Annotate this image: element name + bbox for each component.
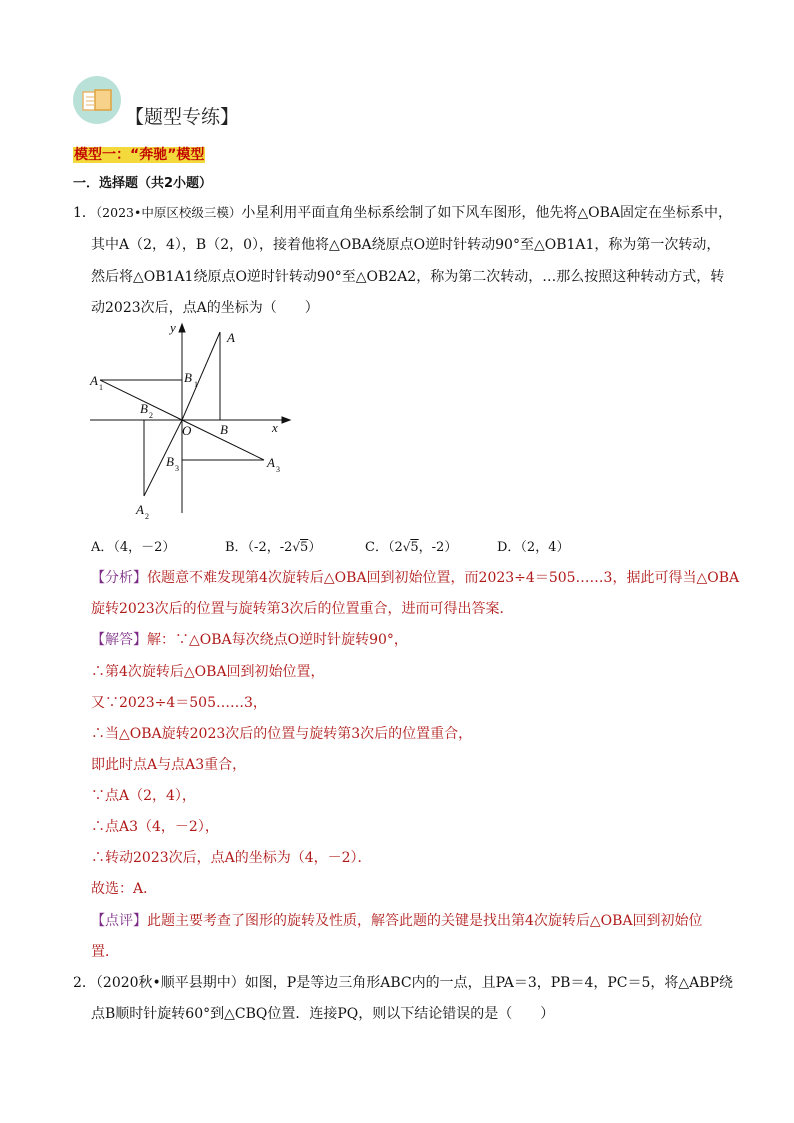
page-title: 【题型专练】 <box>125 106 240 128</box>
analysis-line-2: 旋转2023次后的位置与旋转第3次后的位置重合，进而可得出答案． <box>91 601 514 617</box>
label-b1-sub: 1 <box>194 380 198 389</box>
label-b2: B <box>140 401 148 416</box>
label-a3-sub: 3 <box>276 465 280 474</box>
comment-line-2: 置． <box>91 944 119 960</box>
label-a1: A <box>90 373 98 388</box>
label-b3: B <box>166 454 174 469</box>
q1-line-4: 动2023次后，点A的坐标为（ ） <box>91 300 319 316</box>
label-b2-sub: 2 <box>149 411 153 420</box>
label-a2: A <box>136 502 144 517</box>
solution-line-7: ∴点A3（4，－2）， <box>91 819 219 835</box>
label-b1: B <box>184 370 192 385</box>
solution-line-8: ∴转动2023次后，点A的坐标为（4，－2）． <box>91 850 372 866</box>
option-a[interactable]: A．（4，－2） <box>91 540 176 555</box>
comment-line-1: 【点评】此题主要考查了图形的旋转及性质，解答此题的关键是找出第4次旋转后△OBA回到初始位 <box>91 913 703 929</box>
solution-line-6: ∵点A（2，4）， <box>91 788 196 804</box>
solution-line-5: 即此时点A与点A3重合， <box>91 757 247 773</box>
label-a1-sub: 1 <box>99 383 103 392</box>
q1-line-3: 然后将△OB1A1绕原点O逆时针转动90°至△OB2A2，称为第二次转动，…那么按照这种转动方式，转 <box>91 269 725 285</box>
final-choice: 故选：A． <box>91 881 158 897</box>
option-d[interactable]: D．（2，4） <box>497 540 570 555</box>
q2-line-2: 点B顺时针旋转60°到△CBQ位置．连接PQ，则以下结论错误的是（ ） <box>91 1006 555 1022</box>
solution-tag: 【解答】 <box>91 632 147 648</box>
analysis-tag: 【分析】 <box>91 570 147 586</box>
label-y: y <box>170 320 176 335</box>
segment-oa2 <box>144 420 182 496</box>
label-a2-sub: 2 <box>145 512 149 521</box>
y-axis-arrow <box>179 324 185 332</box>
solution-line-1: 【解答】解：∵△OBA每次绕点O逆时针旋转90°， <box>91 632 408 648</box>
label-o: O <box>182 423 192 438</box>
label-a: A <box>227 330 235 345</box>
analysis-line-1: 【分析】依题意不难发现第4次旋转后△OBA回到初始位置，而2023÷4＝505……3，据此可得当△OBA <box>91 570 740 586</box>
q1-line-1: 1．（2023•中原区校级三模）小星利用平面直角坐标系绘制了如下风车图形，他先将△OBA固定在坐标系中， <box>73 205 732 221</box>
solution-line-3: 又∵2023÷4＝505……3， <box>91 695 267 711</box>
windmill-figure <box>80 318 300 528</box>
label-b: B <box>220 422 228 437</box>
label-x: x <box>272 420 278 435</box>
model-heading: 模型一：“奔驰”模型 <box>74 147 205 163</box>
label-b3-sub: 3 <box>175 464 179 473</box>
option-c[interactable]: C．（2√5，-2） <box>365 540 458 555</box>
option-b[interactable]: B．（-2，-2√5） <box>225 540 322 555</box>
q2-line-1: 2．（2020秋•顺平县期中）如图，P是等边三角形ABC内的一点，且PA＝3，PB＝4，PC＝5，将△ABP绕 <box>73 975 733 991</box>
x-axis-arrow <box>282 417 290 423</box>
section-heading: 一．选择题（共2小题） <box>73 176 213 191</box>
comment-tag: 【点评】 <box>91 913 147 929</box>
label-a3: A <box>267 455 275 470</box>
solution-line-2: ∴第4次旋转后△OBA回到初始位置， <box>91 664 325 680</box>
header-icon <box>73 76 121 124</box>
solution-line-4: ∴当△OBA旋转2023次后的位置与旋转第3次后的位置重合， <box>91 726 473 742</box>
q1-line-2: 其中A（2，4），B（2，0），接着他将△OBA绕原点O逆时针转动90°至△OB1A1，称为第一次转动， <box>91 237 721 253</box>
